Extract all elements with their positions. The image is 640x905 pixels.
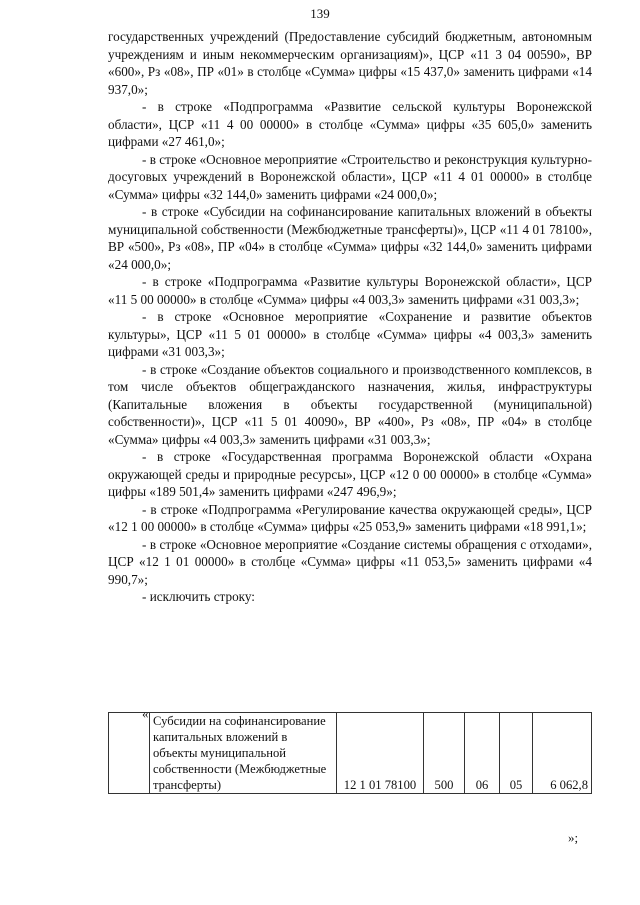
pr-cell: 05 (500, 713, 533, 794)
excluded-row-table (108, 712, 592, 794)
table-row (109, 713, 592, 794)
csr-cell: 12 1 01 78100 (337, 713, 424, 794)
closing-quote: »; (568, 830, 579, 845)
rz-cell: 06 (465, 713, 500, 794)
paragraph: - в строке «Подпрограмма «Развитие сельской культуры Воронежской области», ЦСР «11 4 00 00000» в столбце «Сумма» цифры «35 605,0» заменить цифрами «27 461,0»; (108, 99, 592, 149)
paragraph: - в строке «Подпрограмма «Регулирование качества окружающей среды», ЦСР «12 1 00 00000» в столбце «Сумма» цифры «25 053,9» заменить цифрами «18 991,1»; (108, 501, 592, 534)
paragraph: - в строке «Основное мероприятие «Создание системы обращения с отходами», ЦСР «12 1 01 00000» в столбце «Сумма» цифры «11 053,5» заменить цифрами «4 990,7»; (108, 536, 592, 587)
paragraph: - в строке «Основное мероприятие «Строительство и реконструкция культурно-досуговых учреждений в Воронежской области», ЦСР «11 4 01 00000» в столбце «Сумма» цифры «32 144,0» заменить цифрами «24 000,0»; (108, 151, 592, 202)
paragraph: - в строке «Основное мероприятие «Сохранение и развитие объектов культуры», ЦСР «11 5 01 00000» в столбце «Сумма» цифры «4 003,3» заменить цифрами «31 003,3»; (108, 309, 592, 359)
vr-cell: 500 (424, 713, 465, 794)
paragraph: - в строке «Подпрограмма «Развитие культуры Воронежской области», ЦСР «11 5 00 00000» в столбце «Сумма» цифры «4 003,3» заменить цифрами «31 003,3»; (108, 274, 592, 307)
paragraph: - в строке «Государственная программа Воронежской области «Охрана окружающей среды и природные ресурсы», ЦСР «12 0 00 00000» в столбце «Сумма» цифры «189 501,4» заменить цифрами «247 496,9»; (108, 449, 592, 499)
paragraph: - в строке «Создание объектов социального и производственного комплексов, в том числе объектов общегражданского назначения, жилья, инфраструктуры (Капитальные вложения в объекты государственной (муниципальной) собственности)», ЦСР «11 5 01 40090», ВР «400», Рз «08», ПР «04» в столбце «Сумма» цифры «4 003,3» заменить цифрами «31 003,3»; (108, 361, 592, 447)
paragraph: - исключить строку: (142, 589, 255, 604)
document-body (108, 28, 592, 606)
blank-cell (109, 713, 150, 794)
opening-quote: « (142, 706, 149, 721)
sum-cell: 6 062,8 (533, 713, 592, 794)
page-number: 139 (310, 6, 330, 21)
paragraph: государственных учреждений (Предоставление субсидий бюджетным, автономным учреждениям и иным некоммерческим организациям)», ЦСР «11 3 04 00590», ВР «600», Рз «08», ПР «01» в столбце «Сумма» цифры «15 437,0» заменить цифрами «14 937,0»; (108, 29, 592, 97)
paragraph: - в строке «Субсидии на софинансирование капитальных вложений в объекты муниципальной собственности (Межбюджетные трансферты)», ЦСР «11 4 01 78100», ВР «500», Рз «08», ПР «04» в столбце «Сумма» цифры «32 144,0» заменить цифрами «24 000,0»; (108, 204, 592, 272)
row-name-cell: Субсидии на софинансирование капитальных вложений в объекты муниципальной собственности (Межбюджетные трансферты) (150, 713, 337, 794)
